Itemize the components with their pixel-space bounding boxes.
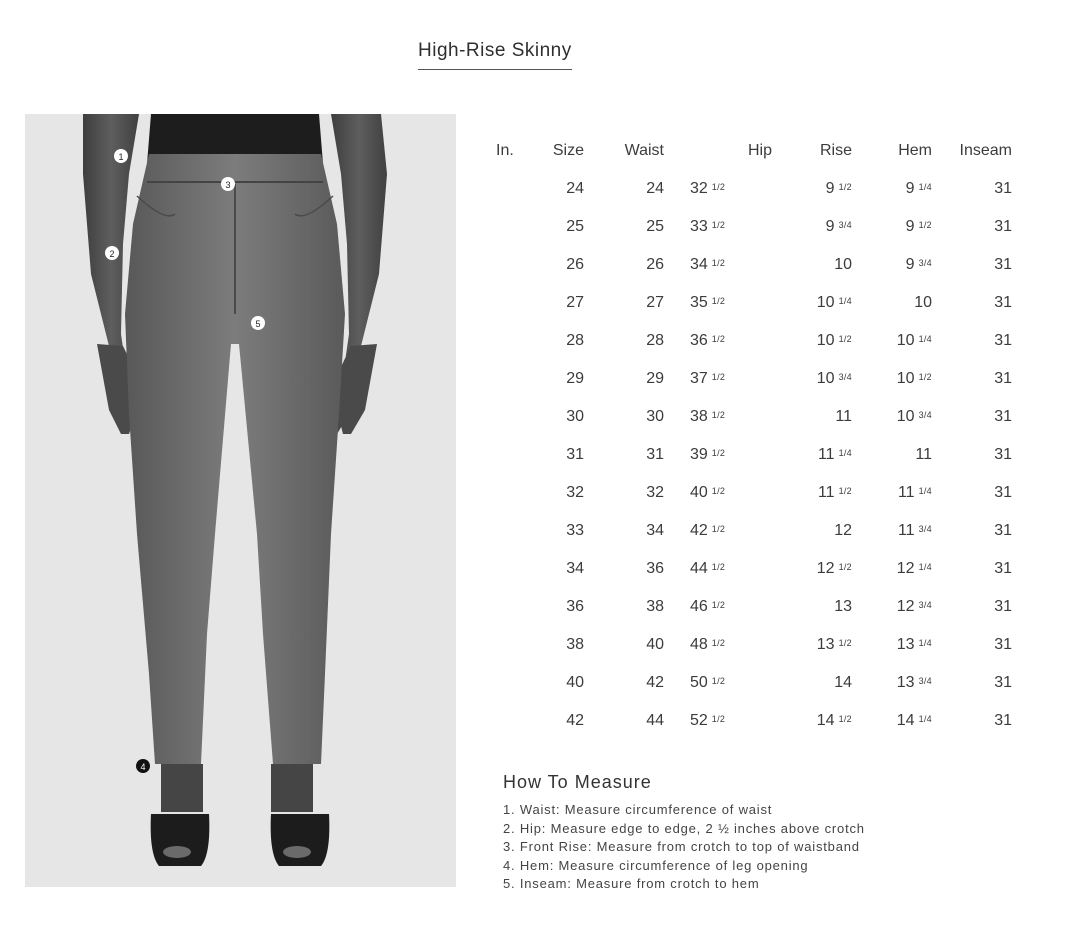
cell-inseam bbox=[932, 588, 1012, 626]
cell-hip bbox=[664, 626, 772, 664]
cell-rise bbox=[772, 208, 852, 246]
hem-fraction: 1/4 bbox=[918, 182, 932, 192]
cell-hem bbox=[852, 588, 932, 626]
hip-whole: 50 bbox=[690, 674, 708, 691]
cell-inseam bbox=[932, 664, 1012, 702]
size-value: 36 bbox=[566, 598, 584, 615]
cell-rise bbox=[772, 246, 852, 284]
hem-fraction: 1/4 bbox=[918, 334, 932, 344]
cell-rise bbox=[772, 550, 852, 588]
waist-value: 40 bbox=[646, 636, 664, 653]
waist-value: 25 bbox=[646, 218, 664, 235]
cell-spacer bbox=[496, 664, 536, 702]
hip-whole: 52 bbox=[690, 712, 708, 729]
hip-fraction: 1/2 bbox=[711, 486, 726, 496]
cell-waist bbox=[584, 284, 664, 322]
waist-value: 42 bbox=[646, 674, 664, 691]
hip-fraction: 1/2 bbox=[711, 334, 726, 344]
inseam-value: 31 bbox=[994, 674, 1012, 691]
inseam-value: 31 bbox=[994, 636, 1012, 653]
inseam-value: 31 bbox=[994, 256, 1012, 273]
cell-spacer bbox=[496, 588, 536, 626]
hip-whole: 39 bbox=[690, 446, 708, 463]
inseam-value: 31 bbox=[994, 484, 1012, 501]
cell-inseam bbox=[932, 246, 1012, 284]
rise-whole: 13 bbox=[816, 636, 835, 653]
hip-whole: 42 bbox=[690, 522, 708, 539]
svg-text:1: 1 bbox=[118, 152, 124, 162]
cell-rise bbox=[772, 170, 852, 208]
hem-whole: 9 bbox=[905, 218, 915, 235]
hem-fraction: 3/4 bbox=[918, 524, 932, 534]
rise-fraction: 1/4 bbox=[838, 448, 852, 458]
cell-hip bbox=[664, 360, 772, 398]
hem-fraction: 3/4 bbox=[918, 410, 932, 420]
size-value: 25 bbox=[566, 218, 584, 235]
cell-hem bbox=[852, 284, 932, 322]
cell-size bbox=[536, 208, 584, 246]
cell-waist bbox=[584, 626, 664, 664]
cell-size bbox=[536, 626, 584, 664]
inseam-value: 31 bbox=[994, 218, 1012, 235]
svg-text:2: 2 bbox=[109, 249, 115, 259]
waist-value: 32 bbox=[646, 484, 664, 501]
rise-whole: 9 bbox=[825, 218, 835, 235]
inseam-value: 31 bbox=[994, 522, 1012, 539]
hem-fraction: 1/4 bbox=[918, 714, 932, 724]
hem-fraction: 3/4 bbox=[918, 258, 932, 268]
svg-text:5: 5 bbox=[255, 319, 261, 329]
cell-inseam bbox=[932, 512, 1012, 550]
marker-2 bbox=[105, 246, 119, 260]
rise-whole: 10 bbox=[816, 370, 835, 387]
table-row bbox=[496, 246, 1012, 284]
cell-hem bbox=[852, 512, 932, 550]
cell-hip bbox=[664, 246, 772, 284]
cell-inseam bbox=[932, 398, 1012, 436]
cell-waist bbox=[584, 436, 664, 474]
table-row bbox=[496, 474, 1012, 512]
cell-rise bbox=[772, 436, 852, 474]
model-photo bbox=[25, 114, 456, 887]
rise-whole: 10 bbox=[816, 332, 835, 349]
cell-hem bbox=[852, 322, 932, 360]
hem-whole: 12 bbox=[896, 598, 915, 615]
cell-waist bbox=[584, 322, 664, 360]
rise-fraction: 1/2 bbox=[838, 714, 852, 724]
cell-hem bbox=[852, 626, 932, 664]
waist-value: 28 bbox=[646, 332, 664, 349]
rise-whole: 13 bbox=[834, 598, 852, 615]
rise-whole: 14 bbox=[834, 674, 852, 691]
rise-fraction: 1/2 bbox=[838, 334, 852, 344]
table-row bbox=[496, 208, 1012, 246]
measure-item-front-rise: 3. Front Rise: Measure from crotch to top of waistband bbox=[503, 839, 860, 855]
waist-value: 38 bbox=[646, 598, 664, 615]
rise-whole: 11 bbox=[835, 408, 852, 425]
hem-whole: 13 bbox=[896, 674, 915, 691]
cell-rise bbox=[772, 512, 852, 550]
cell-spacer bbox=[496, 398, 536, 436]
hip-fraction: 1/2 bbox=[711, 220, 726, 230]
hem-whole: 10 bbox=[896, 332, 915, 349]
cell-inseam bbox=[932, 436, 1012, 474]
hip-whole: 46 bbox=[690, 598, 708, 615]
hem-whole: 9 bbox=[905, 256, 915, 273]
hip-fraction: 1/2 bbox=[711, 562, 726, 572]
cell-size bbox=[536, 398, 584, 436]
table-body bbox=[496, 170, 1012, 740]
table-row bbox=[496, 702, 1012, 740]
header-rise: Rise bbox=[819, 142, 852, 159]
hip-fraction: 1/2 bbox=[711, 182, 726, 192]
hem-whole: 10 bbox=[896, 408, 915, 425]
cell-waist bbox=[584, 360, 664, 398]
rise-fraction: 1/2 bbox=[838, 182, 852, 192]
hem-whole: 10 bbox=[914, 294, 932, 311]
cell-rise bbox=[772, 474, 852, 512]
cell-spacer bbox=[496, 474, 536, 512]
hip-whole: 40 bbox=[690, 484, 708, 501]
hip-whole: 36 bbox=[690, 332, 708, 349]
hip-fraction: 1/2 bbox=[711, 448, 726, 458]
cell-hip bbox=[664, 702, 772, 740]
marker-1 bbox=[114, 149, 128, 163]
hem-fraction: 1/2 bbox=[918, 372, 932, 382]
hem-fraction: 1/4 bbox=[918, 562, 932, 572]
size-value: 42 bbox=[566, 712, 584, 729]
marker-4 bbox=[136, 759, 150, 773]
hip-whole: 34 bbox=[690, 256, 708, 273]
marker-5 bbox=[251, 316, 265, 330]
cell-inseam bbox=[932, 626, 1012, 664]
hem-fraction: 1/4 bbox=[918, 486, 932, 496]
inseam-value: 31 bbox=[994, 180, 1012, 197]
cell-rise bbox=[772, 626, 852, 664]
rise-fraction: 3/4 bbox=[838, 220, 852, 230]
table-row bbox=[496, 284, 1012, 322]
inseam-value: 31 bbox=[994, 294, 1012, 311]
size-value: 31 bbox=[566, 446, 584, 463]
cell-size bbox=[536, 664, 584, 702]
svg-text:4: 4 bbox=[140, 762, 146, 772]
inseam-value: 31 bbox=[994, 332, 1012, 349]
cell-hem bbox=[852, 398, 932, 436]
cell-hip bbox=[664, 170, 772, 208]
rise-whole: 12 bbox=[834, 522, 852, 539]
size-value: 33 bbox=[566, 522, 584, 539]
hip-fraction: 1/2 bbox=[711, 676, 726, 686]
cell-hem bbox=[852, 474, 932, 512]
cell-inseam bbox=[932, 284, 1012, 322]
waist-value: 29 bbox=[646, 370, 664, 387]
cell-waist bbox=[584, 588, 664, 626]
cell-spacer bbox=[496, 436, 536, 474]
cell-waist bbox=[584, 664, 664, 702]
inseam-value: 31 bbox=[994, 408, 1012, 425]
cell-hip bbox=[664, 474, 772, 512]
cell-inseam bbox=[932, 474, 1012, 512]
cell-rise bbox=[772, 322, 852, 360]
cell-hip bbox=[664, 398, 772, 436]
measure-instructions-list bbox=[503, 801, 1023, 894]
cell-inseam bbox=[932, 322, 1012, 360]
hip-whole: 48 bbox=[690, 636, 708, 653]
cell-rise bbox=[772, 664, 852, 702]
rise-whole: 12 bbox=[816, 560, 835, 577]
hip-fraction: 1/2 bbox=[711, 524, 726, 534]
cell-hip bbox=[664, 588, 772, 626]
rise-fraction: 1/2 bbox=[838, 486, 852, 496]
header-in: In. bbox=[496, 142, 514, 159]
cell-hem bbox=[852, 436, 932, 474]
cell-spacer bbox=[496, 626, 536, 664]
cell-spacer bbox=[496, 322, 536, 360]
size-chart-table bbox=[496, 132, 1012, 740]
size-value: 27 bbox=[566, 294, 584, 311]
inseam-value: 31 bbox=[994, 560, 1012, 577]
cell-size bbox=[536, 360, 584, 398]
size-value: 29 bbox=[566, 370, 584, 387]
cell-rise bbox=[772, 702, 852, 740]
cell-waist bbox=[584, 474, 664, 512]
table-row bbox=[496, 512, 1012, 550]
cell-hem bbox=[852, 550, 932, 588]
cell-rise bbox=[772, 398, 852, 436]
waist-value: 34 bbox=[646, 522, 664, 539]
header-waist: Waist bbox=[624, 142, 664, 159]
rise-fraction: 1/2 bbox=[838, 562, 852, 572]
size-value: 38 bbox=[566, 636, 584, 653]
cell-size bbox=[536, 284, 584, 322]
page-title: High-Rise Skinny bbox=[418, 40, 572, 70]
hem-whole: 12 bbox=[896, 560, 915, 577]
cell-hem bbox=[852, 702, 932, 740]
cell-inseam bbox=[932, 550, 1012, 588]
hem-whole: 11 bbox=[897, 522, 915, 539]
table-row bbox=[496, 360, 1012, 398]
cell-hip bbox=[664, 550, 772, 588]
rise-whole: 11 bbox=[817, 446, 835, 463]
waist-value: 27 bbox=[646, 294, 664, 311]
rise-whole: 10 bbox=[816, 294, 835, 311]
size-value: 32 bbox=[566, 484, 584, 501]
header-hem: Hem bbox=[898, 142, 932, 159]
jeans-illustration bbox=[25, 114, 456, 887]
cell-size bbox=[536, 170, 584, 208]
hip-fraction: 1/2 bbox=[711, 410, 726, 420]
cell-hip bbox=[664, 322, 772, 360]
size-value: 30 bbox=[566, 408, 584, 425]
rise-whole: 9 bbox=[825, 180, 835, 197]
measure-item-waist: 1. Waist: Measure circumference of waist bbox=[503, 802, 773, 817]
table-row bbox=[496, 170, 1012, 208]
hip-whole: 32 bbox=[690, 180, 708, 197]
hip-whole: 38 bbox=[690, 408, 708, 425]
cell-spacer bbox=[496, 512, 536, 550]
waist-value: 31 bbox=[646, 446, 664, 463]
cell-waist bbox=[584, 170, 664, 208]
hem-whole: 11 bbox=[915, 446, 932, 463]
hem-whole: 13 bbox=[896, 636, 915, 653]
table-row bbox=[496, 398, 1012, 436]
size-value: 28 bbox=[566, 332, 584, 349]
cell-hip bbox=[664, 664, 772, 702]
cell-waist bbox=[584, 208, 664, 246]
cell-spacer bbox=[496, 170, 536, 208]
cell-size bbox=[536, 588, 584, 626]
hip-whole: 35 bbox=[690, 294, 708, 311]
cell-size bbox=[536, 702, 584, 740]
inseam-value: 31 bbox=[994, 370, 1012, 387]
hem-fraction: 1/4 bbox=[918, 638, 932, 648]
cell-rise bbox=[772, 284, 852, 322]
hip-whole: 44 bbox=[690, 560, 708, 577]
cell-size bbox=[536, 322, 584, 360]
cell-size bbox=[536, 512, 584, 550]
table-row bbox=[496, 550, 1012, 588]
hip-fraction: 1/2 bbox=[711, 372, 726, 382]
measure-item-hem: 4. Hem: Measure circumference of leg opening bbox=[503, 857, 809, 873]
cell-hip bbox=[664, 512, 772, 550]
cell-hip bbox=[664, 208, 772, 246]
rise-fraction: 1/2 bbox=[838, 638, 852, 648]
hem-whole: 10 bbox=[896, 370, 915, 387]
rise-whole: 14 bbox=[816, 712, 835, 729]
cell-waist bbox=[584, 702, 664, 740]
cell-spacer bbox=[496, 284, 536, 322]
cell-spacer bbox=[496, 702, 536, 740]
waist-value: 36 bbox=[646, 560, 664, 577]
waist-value: 26 bbox=[646, 256, 664, 273]
how-to-measure-section bbox=[503, 772, 1023, 894]
hem-whole: 14 bbox=[896, 712, 915, 729]
measure-item-inseam: 5. Inseam: Measure from crotch to hem bbox=[503, 876, 760, 892]
cell-hem bbox=[852, 246, 932, 284]
cell-hem bbox=[852, 208, 932, 246]
table-row bbox=[496, 664, 1012, 702]
cell-waist bbox=[584, 550, 664, 588]
waist-value: 30 bbox=[646, 408, 664, 425]
cell-hip bbox=[664, 284, 772, 322]
waist-value: 24 bbox=[646, 180, 664, 197]
rise-whole: 11 bbox=[817, 484, 835, 501]
cell-size bbox=[536, 474, 584, 512]
hip-whole: 37 bbox=[690, 370, 708, 387]
header-inseam: Inseam bbox=[959, 142, 1012, 159]
svg-text:3: 3 bbox=[225, 180, 231, 190]
cell-inseam bbox=[932, 170, 1012, 208]
hip-fraction: 1/2 bbox=[711, 714, 726, 724]
hem-whole: 9 bbox=[905, 180, 915, 197]
cell-size bbox=[536, 550, 584, 588]
cell-hem bbox=[852, 664, 932, 702]
inseam-value: 31 bbox=[994, 446, 1012, 463]
cell-waist bbox=[584, 398, 664, 436]
table-row bbox=[496, 322, 1012, 360]
hem-fraction: 1/2 bbox=[918, 220, 932, 230]
cell-spacer bbox=[496, 360, 536, 398]
cell-inseam bbox=[932, 208, 1012, 246]
size-value: 34 bbox=[566, 560, 584, 577]
hem-fraction: 3/4 bbox=[918, 676, 932, 686]
rise-fraction: 1/4 bbox=[838, 296, 852, 306]
cell-waist bbox=[584, 512, 664, 550]
measure-item-hip: 2. Hip: Measure edge to edge, 2 ½ inches above crotch bbox=[503, 820, 865, 836]
table-row bbox=[496, 626, 1012, 664]
cell-hem bbox=[852, 360, 932, 398]
cell-rise bbox=[772, 360, 852, 398]
hem-fraction: 3/4 bbox=[918, 600, 932, 610]
cell-inseam bbox=[932, 360, 1012, 398]
marker-3 bbox=[221, 177, 235, 191]
cell-hip bbox=[664, 436, 772, 474]
cell-spacer bbox=[496, 246, 536, 284]
header-hip: Hip bbox=[747, 142, 772, 159]
hip-whole: 33 bbox=[690, 218, 708, 235]
header-size: Size bbox=[552, 142, 584, 159]
hip-fraction: 1/2 bbox=[711, 638, 726, 648]
rise-fraction: 3/4 bbox=[838, 372, 852, 382]
cell-inseam bbox=[932, 702, 1012, 740]
size-value: 40 bbox=[566, 674, 584, 691]
inseam-value: 31 bbox=[994, 598, 1012, 615]
hip-fraction: 1/2 bbox=[711, 600, 726, 610]
cell-spacer bbox=[496, 208, 536, 246]
rise-whole: 10 bbox=[834, 256, 852, 273]
cell-hem bbox=[852, 170, 932, 208]
table-row bbox=[496, 436, 1012, 474]
table-row bbox=[496, 588, 1012, 626]
table-header-row bbox=[496, 132, 1012, 170]
waist-value: 44 bbox=[646, 712, 664, 729]
how-to-measure-title: How To Measure bbox=[503, 772, 652, 792]
inseam-value: 31 bbox=[994, 712, 1012, 729]
cell-rise bbox=[772, 588, 852, 626]
cell-spacer bbox=[496, 550, 536, 588]
cell-size bbox=[536, 246, 584, 284]
hem-whole: 11 bbox=[897, 484, 915, 501]
cell-waist bbox=[584, 246, 664, 284]
size-value: 24 bbox=[566, 180, 584, 197]
hip-fraction: 1/2 bbox=[711, 258, 726, 268]
cell-size bbox=[536, 436, 584, 474]
hip-fraction: 1/2 bbox=[711, 296, 726, 306]
size-value: 26 bbox=[566, 256, 584, 273]
